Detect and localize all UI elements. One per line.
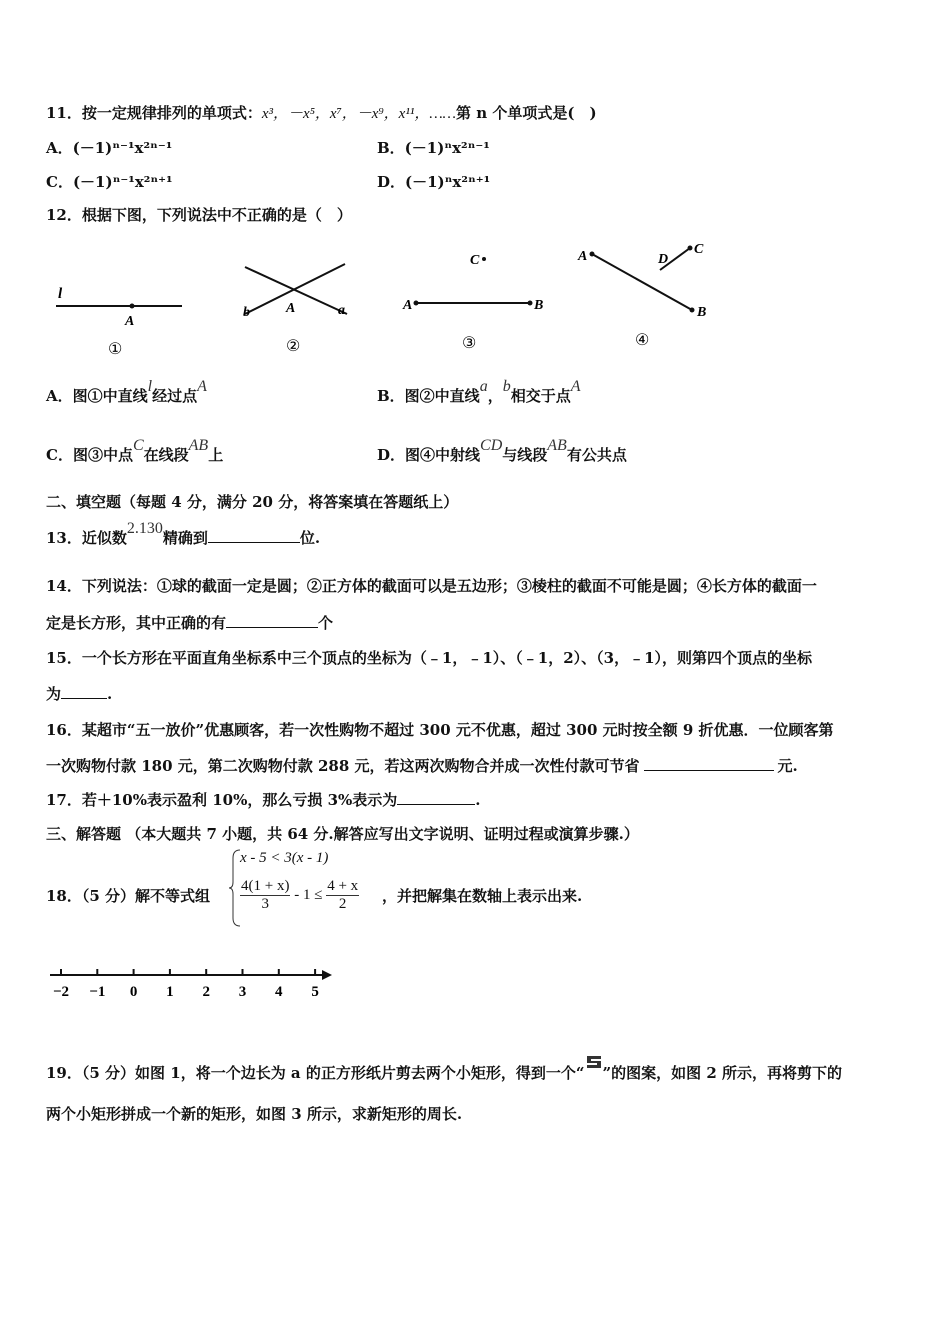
axis-tick-label: 1: [166, 984, 174, 1000]
q12-option-c: C．图③中点C在线段AB上: [46, 437, 224, 464]
fig4-label-B: B: [697, 305, 707, 320]
section-3-heading: 三、解答题 （本大题共 7 小题，共 64 分.解答应写出文字说明、证明过程或演算步骤.）: [46, 825, 639, 843]
axis-tick-label: 3: [238, 984, 247, 1000]
q14-line-1: 14．下列说法：①球的截面一定是圆；②正方体的截面可以是五边形；③棱柱的截面不可能是圆；④长方体的截面一: [46, 577, 817, 595]
q18-prefix: 18．（5 分）解不等式组: [46, 887, 211, 905]
q11-option-c: C．(－1)ⁿ⁻¹x²ⁿ⁺¹: [46, 173, 173, 191]
fig4-label-D: D: [658, 252, 669, 267]
q19-line-2: 两个小矩形拼成一个新的矩形，如图 3 所示，求新矩形的周长.: [46, 1105, 463, 1123]
q12-option-d: D．图④中射线CD与线段AB有公共点: [377, 437, 627, 464]
q11-stem: 11．按一定规律排列的单项式：x³，－x⁵，x⁷，－x⁹，x¹¹，……第 n 个单项式是( ): [46, 104, 597, 122]
fig2-label-b: b: [243, 305, 250, 320]
q12-figures: [40, 230, 740, 360]
fig1-label-l: l: [58, 286, 63, 302]
q19-line-1: 19．（5 分）如图 1，将一个边长为 a 的正方形纸片剪去两个小矩形，得到一个“ ”的图案，如图 2 所示，再将剪下的: [46, 1054, 842, 1083]
inequality-1: x - 5 < 3(x - 1): [240, 850, 329, 866]
q11-option-b: B．(－1)ⁿx²ⁿ⁻¹: [377, 139, 490, 157]
section-2-heading: 二、填空题（每题 4 分，满分 20 分，将答案填在答题纸上）: [46, 493, 459, 511]
figure-3-segment: [402, 253, 543, 352]
q16-answer-blank: [644, 756, 774, 771]
q16-line-2: 一次购物付款 180 元，第二次购物付款 288 元，若这两次购物合并成一次性付款可节省 元.: [46, 757, 798, 775]
axis-tick-label: 5: [311, 984, 319, 1000]
q18-suffix: ，并把解集在数轴上表示出来.: [382, 887, 583, 905]
q11-option-a: A．(－1)ⁿ⁻¹x²ⁿ⁻¹: [46, 139, 173, 157]
axis-tick-label: 4: [275, 984, 283, 1000]
q14-line-2: 定是长方形，其中正确的有 个: [46, 614, 334, 632]
axis-tick-label: −1: [89, 984, 106, 1000]
q13-answer-blank: [208, 528, 300, 543]
q15-line-2: 为 .: [46, 685, 113, 703]
q12-option-b: B．图②中直线a，b相交于点A: [377, 378, 581, 405]
fig3-number: ③: [462, 335, 477, 352]
q18-inequality-system: [228, 848, 378, 928]
q12-option-a: A．图①中直线l经过点A: [46, 378, 207, 405]
fig3-label-B: B: [534, 298, 544, 313]
fig2-label-A: A: [286, 301, 296, 316]
fig3-label-A: A: [403, 298, 413, 313]
s-shape-icon: [585, 1054, 603, 1070]
q16-line-1: 16．某超市“五一放价”优惠顾客，若一次性购物不超过 300 元不优惠，超过 300 元时按全额 9 折优惠．一位顾客第: [46, 721, 834, 739]
fig3-label-C: C: [470, 253, 480, 268]
q15-answer-blank: [61, 684, 107, 699]
q18-number-line: [44, 962, 344, 1004]
figure-2-intersecting-lines: [243, 264, 347, 355]
q17: 17．若＋10%表示盈利 10%，那么亏损 3%表示为 .: [46, 791, 481, 809]
q15-line-1: 15．一个长方形在平面直角坐标系中三个顶点的坐标为（﹣1，﹣1）、（﹣1，2）、（3，﹣1），则第四个顶点的坐标: [46, 649, 813, 667]
q11-option-d: D．(－1)ⁿx²ⁿ⁺¹: [377, 173, 491, 191]
fig2-label-a: a: [338, 303, 345, 318]
figure-4-ray-and-segment: [577, 242, 706, 349]
q12-stem: 12．根据下图，下列说法中不正确的是（ ）: [46, 206, 352, 224]
inequality-2: $\frac{4(1 + x)}{3}$ - 1 ≤ $\frac{4 + x}{2}$: [241, 878, 359, 912]
q17-answer-blank: [397, 790, 475, 805]
fig1-number: ①: [108, 341, 123, 358]
fig4-label-A: A: [578, 249, 588, 264]
axis-tick-label: 2: [202, 984, 210, 1000]
fig2-number: ②: [286, 338, 301, 355]
axis-tick-label: 0: [129, 984, 138, 1000]
fig4-label-C: C: [694, 242, 704, 257]
q13: 13．近似数2.130精确到 位.: [46, 520, 321, 547]
fig4-number: ④: [635, 332, 650, 349]
figure-1-line-l: [56, 286, 182, 358]
fig1-label-A: A: [125, 314, 135, 329]
q14-answer-blank: [226, 613, 318, 628]
axis-tick-label: −2: [52, 984, 70, 1000]
